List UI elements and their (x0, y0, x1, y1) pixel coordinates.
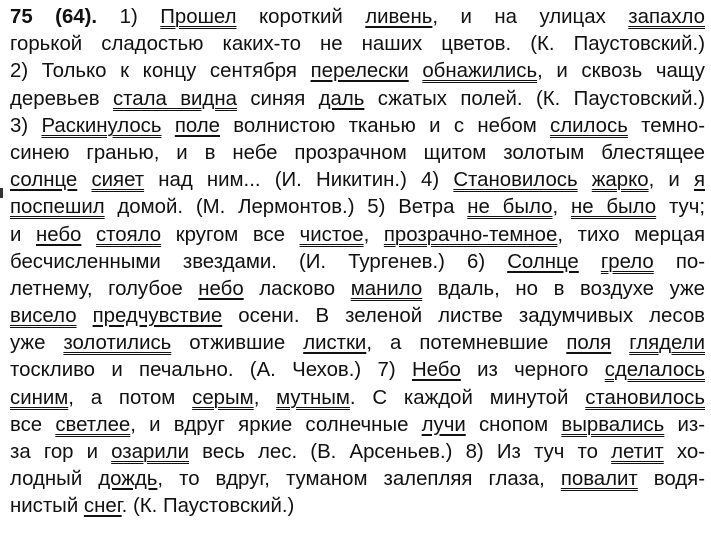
text-line (10, 466, 705, 493)
text-segment: вдаль, но в воздухе уже (422, 277, 705, 300)
predicate-underlined: не было (570, 196, 657, 219)
text-line (10, 58, 705, 85)
predicate-underlined: висело (10, 305, 77, 328)
text-segment: короткий (236, 6, 366, 28)
predicate-underlined: обнажились (422, 60, 538, 83)
text-line (10, 222, 705, 249)
text-segment: 3) (10, 114, 42, 137)
subject-underlined: снег (83, 495, 122, 518)
text-segment: сжатых полей. (К. Паустовский.) (364, 87, 705, 110)
predicate-underlined: летит (611, 441, 664, 463)
text-segment: , и (648, 169, 694, 192)
subject-underlined: поле (174, 114, 220, 137)
predicate-underlined: чистое (299, 223, 364, 246)
exercise-number: 75 (64). (10, 6, 98, 28)
predicate-underlined: глядели (629, 332, 705, 355)
text-segment: деревьев (10, 87, 113, 110)
predicate-underlined: вырвались (561, 413, 665, 436)
text-segment: 2) Только к концу сентября (10, 60, 311, 83)
text-segment: туч; (656, 196, 705, 219)
subject-underlined: ливень (365, 6, 433, 28)
text-segment: водя- (637, 468, 705, 491)
exercise-75-text (10, 4, 705, 521)
text-segment: , (253, 386, 277, 409)
text-line (10, 31, 705, 58)
text-segment: , и на улицах (432, 6, 629, 28)
subject-underlined: даль (318, 87, 365, 110)
text-segment: уже (10, 332, 64, 355)
text-line (10, 303, 705, 330)
predicate-underlined: Становилось (453, 169, 578, 192)
text-segment (579, 251, 601, 273)
text-segment: , а потом (68, 386, 193, 409)
text-segment: , то вдруг, туманом залепляя глаза, (157, 468, 561, 491)
subject-underlined: Солнце (507, 250, 579, 273)
predicate-underlined: не было (467, 196, 553, 219)
text-segment: снопом (465, 413, 562, 436)
predicate-underlined: мутным (276, 386, 350, 409)
subject-underlined: поля (566, 332, 612, 355)
subject-underlined: лучи (421, 413, 466, 436)
subject-underlined: небо (35, 223, 82, 246)
text-segment: над ним... (И. Никитин.) 4) (144, 169, 454, 192)
text-line (10, 4, 705, 31)
text-line (10, 276, 705, 303)
subject-underlined: листки (303, 332, 367, 355)
text-segment (81, 224, 96, 246)
predicate-underlined: повалит (560, 468, 638, 491)
predicate-underlined: стояло (95, 223, 162, 246)
text-segment: . (К. Паустовский.) (121, 495, 295, 518)
text-segment: бесчисленными звездами. (И. Тургенев.) 6) (10, 250, 508, 273)
text-line (10, 113, 705, 140)
text-line (10, 357, 705, 384)
text-segment (77, 305, 93, 327)
text-segment: весь лес. (В. Арсеньев.) 8) Из туч то (189, 441, 612, 463)
text-segment: , (363, 223, 384, 246)
text-line (10, 140, 705, 167)
text-segment: из- (664, 413, 705, 436)
subject-underlined: дождь (98, 468, 158, 491)
predicate-underlined: грело (600, 250, 654, 273)
text-segment: домой. (М. Лермонтов.) 5) Ветра (104, 196, 468, 219)
text-segment (77, 169, 91, 191)
text-line (10, 330, 705, 357)
text-segment: за гор и (10, 441, 112, 463)
text-segment (409, 60, 423, 82)
text-segment: по- (653, 250, 705, 273)
text-segment: горькой сладостью каких-то не наших цветов. (К. Паустовский.) (10, 33, 705, 56)
text-segment: и (10, 223, 36, 246)
subject-underlined: перелески (310, 60, 409, 83)
text-line (10, 194, 705, 221)
text-segment: волнистою тканью и с небом (220, 114, 551, 137)
margin-mark (0, 188, 3, 198)
text-segment: темно- (627, 114, 705, 137)
predicate-underlined: Прошел (160, 6, 237, 28)
text-segment: , и сквозь чащу (537, 60, 705, 83)
text-segment (578, 169, 592, 191)
predicate-underlined: озарили (111, 441, 189, 463)
text-segment: , а потемневшие (366, 332, 567, 355)
text-line (10, 86, 705, 113)
text-segment: из черного (460, 359, 605, 382)
subject-underlined: я (693, 169, 705, 192)
predicate-underlined: манило (350, 277, 423, 300)
predicate-underlined: сделалось (604, 359, 705, 382)
text-line (10, 439, 705, 466)
text-segment: все (10, 413, 56, 436)
predicate-underlined: синим (10, 386, 69, 409)
text-segment: синяя (236, 87, 319, 110)
predicate-underlined: стала видна (112, 87, 237, 110)
text-line (10, 412, 705, 439)
subject-underlined: небо (198, 277, 244, 300)
text-line (10, 167, 705, 194)
predicate-underlined: слилось (550, 114, 628, 137)
text-segment: . С каждой минутой (349, 386, 586, 409)
subject-underlined: солнце (10, 169, 78, 192)
text-segment: осени. В зеленой листве задумчивых лесов (222, 305, 705, 328)
text-segment: синею гранью, и в небе прозрачном щитом золотым блестящее (10, 141, 705, 164)
text-line (10, 493, 705, 520)
text-segment (611, 332, 629, 354)
text-segment: лодный (10, 468, 99, 491)
predicate-underlined: жарко (591, 169, 649, 192)
text-segment: 1) (97, 6, 161, 28)
text-segment: кругом все (161, 223, 300, 246)
subject-underlined: Небо (411, 359, 461, 382)
predicate-underlined: прозрачно-темное (383, 223, 558, 246)
text-segment: , тихо мерцая (557, 223, 705, 246)
predicate-underlined: золотились (63, 332, 172, 355)
text-segment: отжившие (171, 332, 304, 355)
subject-underlined: предчувствие (92, 305, 223, 328)
text-segment: летнему, голубое (10, 277, 199, 300)
text-segment (162, 115, 175, 137)
text-segment: хо- (663, 441, 705, 463)
predicate-underlined: Раскинулось (41, 114, 162, 137)
predicate-underlined: запахло (628, 6, 705, 28)
predicate-underlined: становилось (585, 386, 705, 409)
predicate-underlined: сияет (91, 169, 145, 192)
predicate-underlined: поспешил (10, 196, 105, 219)
predicate-underlined: светлее (55, 413, 131, 436)
text-line (10, 249, 705, 276)
text-segment: , (552, 196, 571, 219)
text-segment: тоскливо и печально. (А. Чехов.) 7) (10, 359, 412, 382)
text-segment: , и вдруг яркие солнечные (130, 413, 422, 436)
text-segment: ласково (243, 277, 351, 300)
text-line (10, 385, 705, 412)
text-segment: нистый (10, 495, 84, 518)
predicate-underlined: серым (192, 386, 254, 409)
